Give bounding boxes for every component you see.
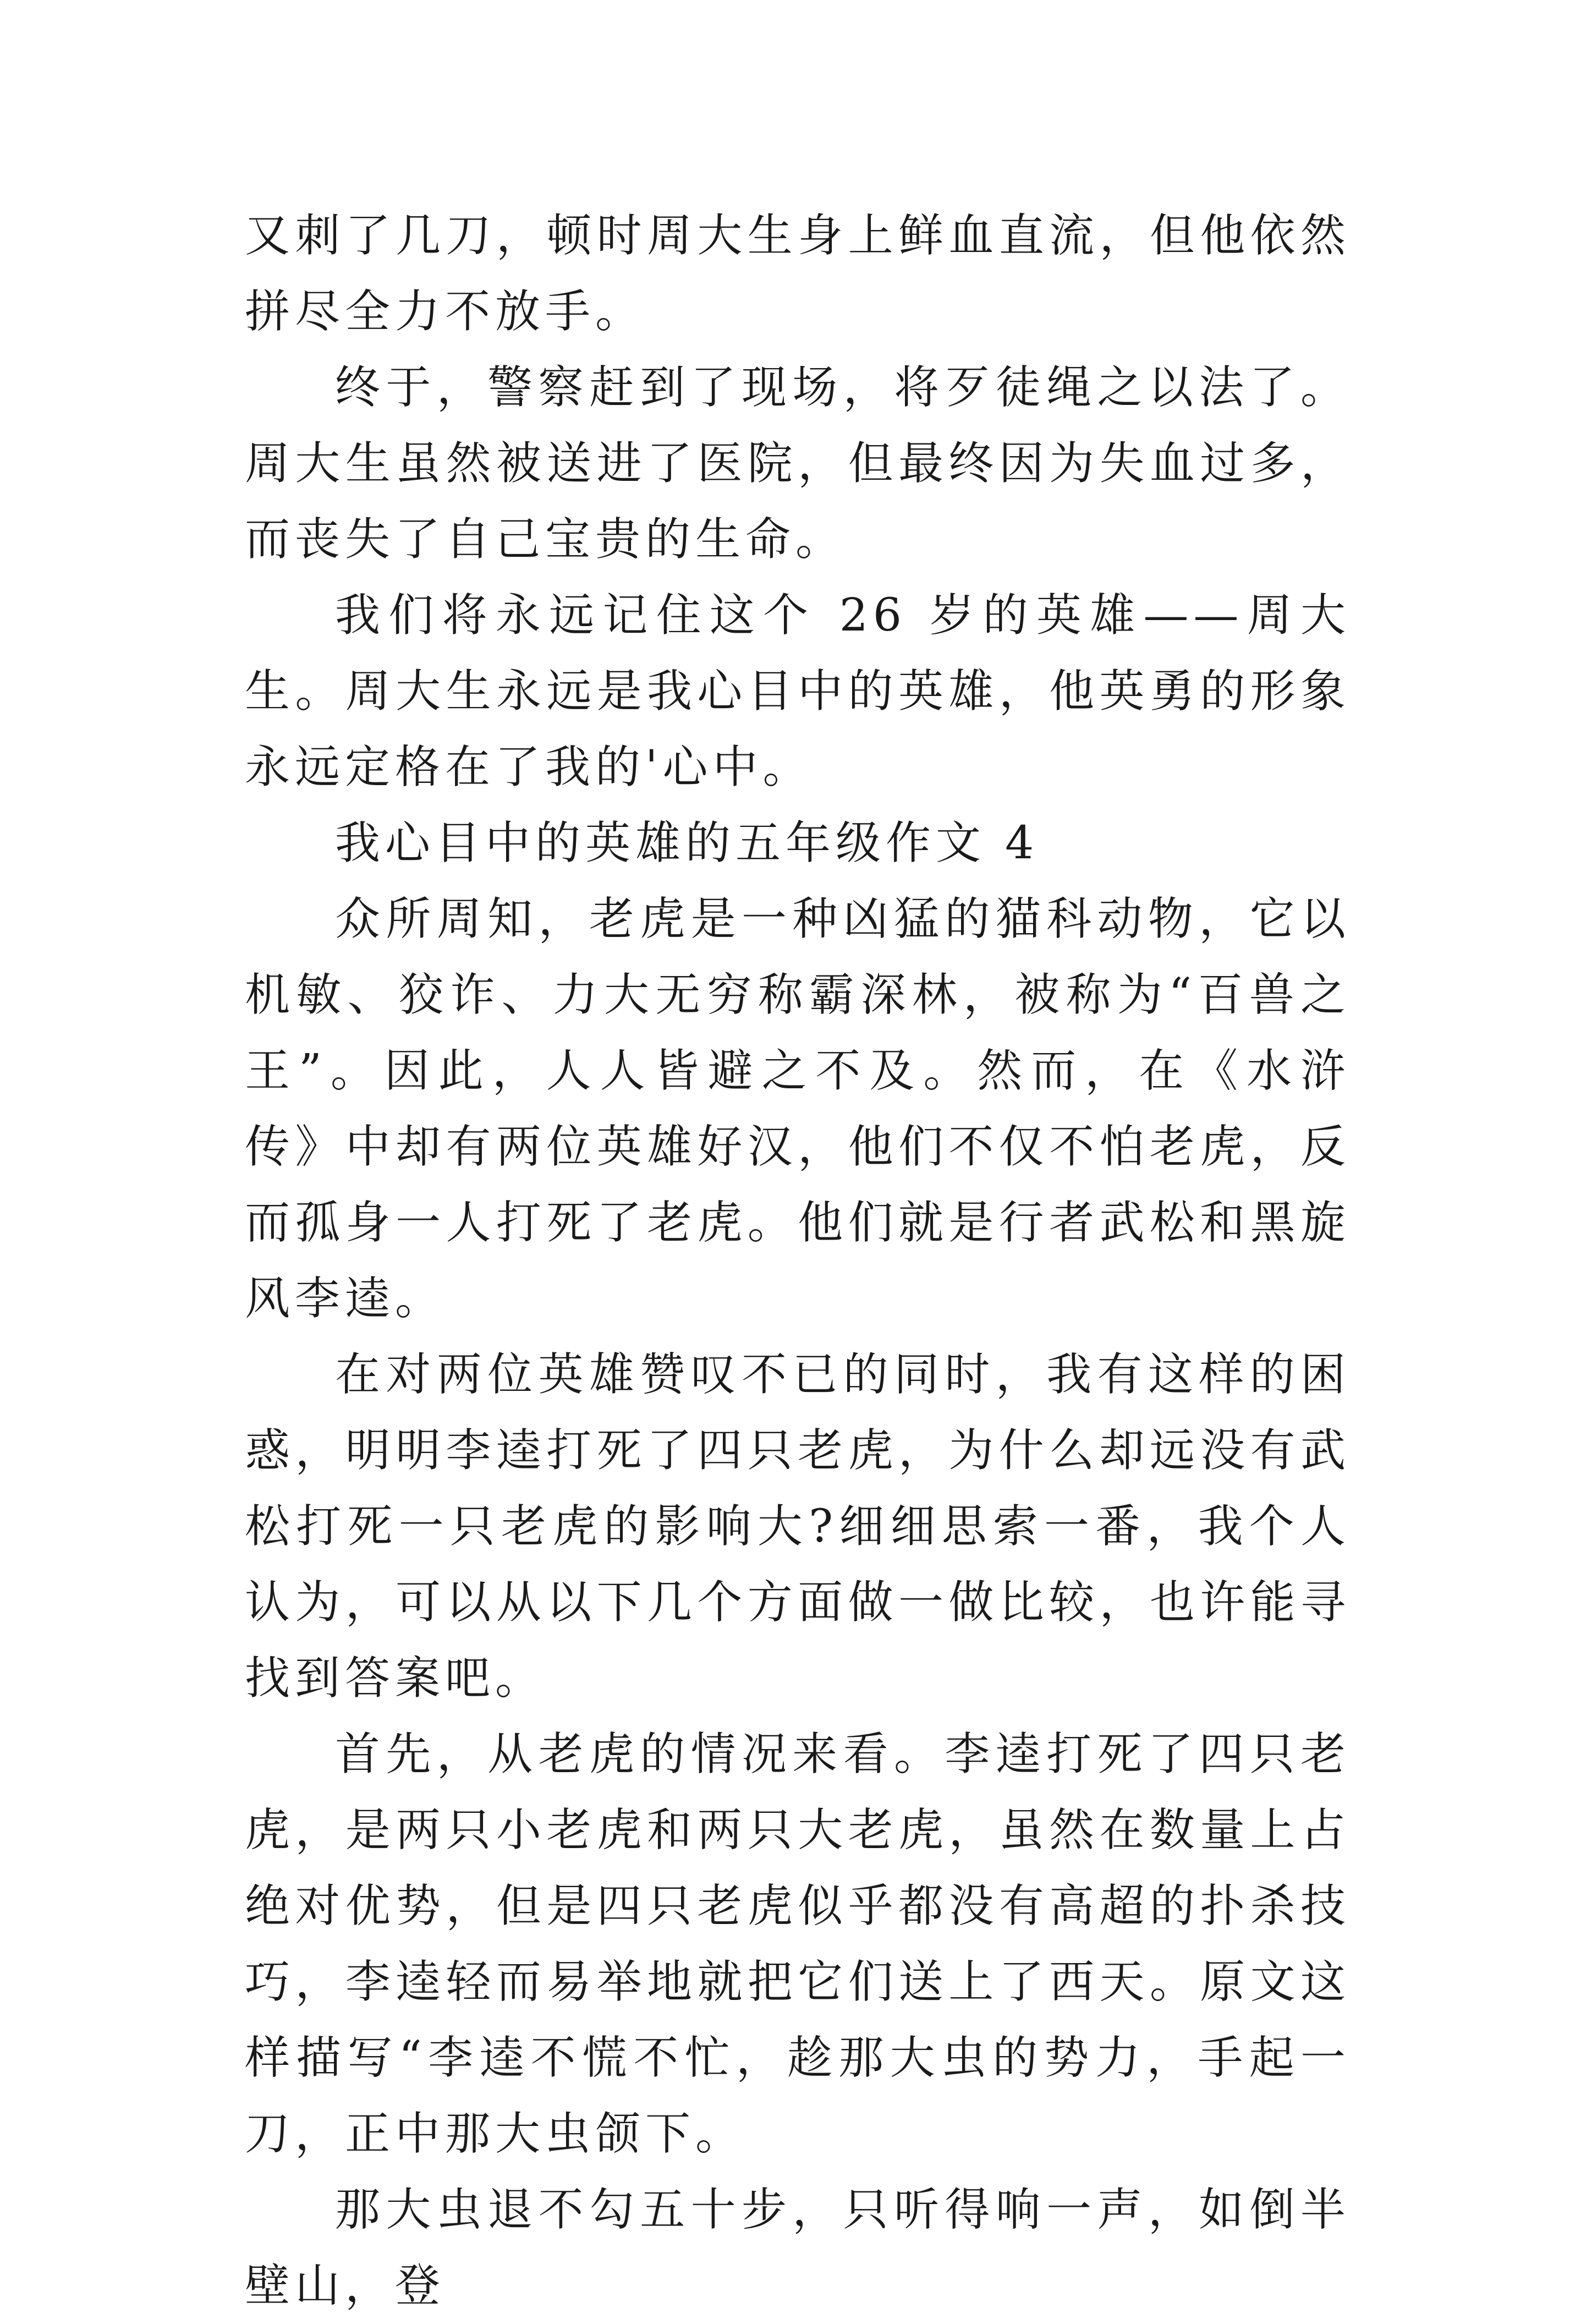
paragraph-continuation: 又刺了几刀，顿时周大生身上鲜血直流，但他依然拼尽全力不放手。 <box>245 210 1351 338</box>
essay-heading: 我心目中的英雄的五年级作文 4 <box>335 817 1039 869</box>
paragraph: 众所周知，老虎是一种凶猛的猫科动物，它以机敏、狡诈、力大无穷称霸深林，被称为“百兽之王”。因此，人人皆避之不及。然而，在《水浒传》中却有两位英雄好汉，他们不仅不怕老虎，反而孤身一人打死了老虎。他们就是行者武松和黑旋风李逵。 <box>245 893 1351 1325</box>
paragraph: 在对两位英雄赞叹不已的同时，我有这样的困惑，明明李逵打死了四只老虎，为什么却远没有武松打死一只老虎的影响大?细细思索一番，我个人认为，可以从以下几个方面做一做比较，也许能寻找到答案吧。 <box>245 1349 1351 1704</box>
paragraph-truncated: 那大虫退不勾五十步，只听得响一声，如倒半壁山，登 <box>245 2184 1351 2312</box>
paragraph: 我们将永远记住这个 26 岁的英雄——周大生。周大生永远是我心目中的英雄，他英勇的形象永远定格在了我的'心中。 <box>245 589 1351 793</box>
paragraph: 首先，从老虎的情况来看。李逵打死了四只老虎，是两只小老虎和两只大老虎，虽然在数量上占绝对优势，但是四只老虎似乎都没有高超的扑杀技巧，李逵轻而易举地就把它们送上了西天。原文这样描写“李逵不慌不忙，趁那大虫的势力，手起一刀，正中那大虫颌下。 <box>245 1728 1351 2160</box>
essay-text <box>245 198 1351 2324</box>
paragraph: 终于，警察赶到了现场，将歹徒绳之以法了。周大生虽然被送进了医院，但最终因为失血过多，而丧失了自己宝贵的生命。 <box>245 361 1351 566</box>
